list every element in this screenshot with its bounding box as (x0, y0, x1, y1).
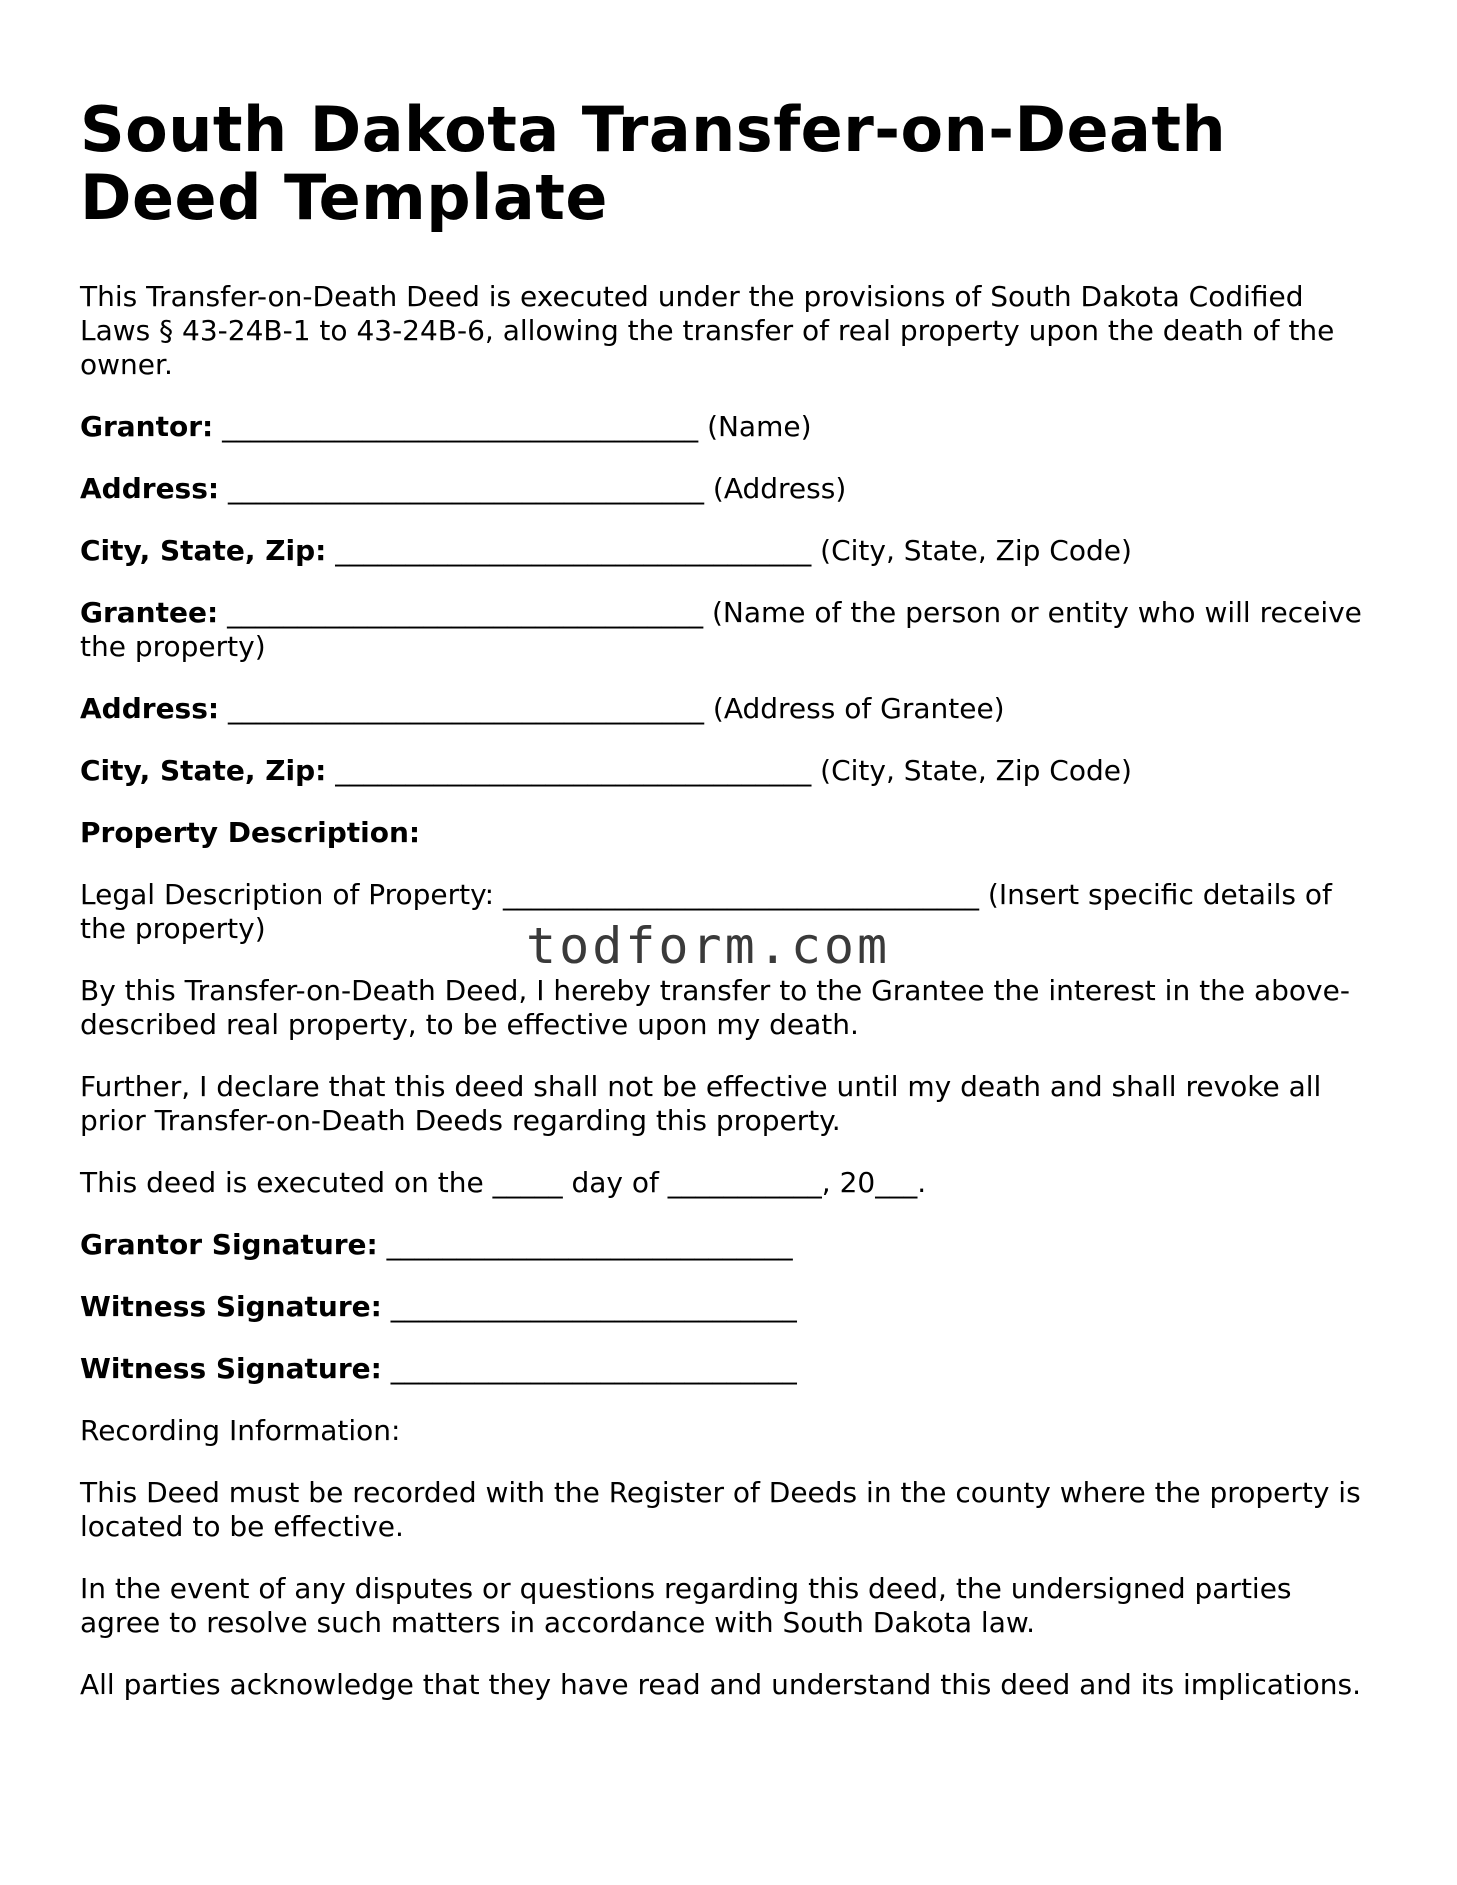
blank-line: __________________________________ (335, 754, 812, 787)
watermark: todform.com (526, 917, 891, 975)
blank-line: __________________________________ (228, 692, 704, 725)
blank-line: __________________________________ (335, 534, 812, 567)
intro-paragraph: This Transfer-on-Death Deed is executed under the provisions of South Dakota Codified Laws § 43-24B-1 to 43-24B-6, allowing the transfer of real property upon the death of the owner. (80, 280, 1335, 381)
blank-line: __________________________________ (227, 596, 704, 629)
grantee-name-field (80, 596, 1380, 664)
blank-line: __________________________________ (222, 410, 699, 443)
field-label: Address: (80, 472, 220, 505)
blank-line: _____________________________ (390, 1290, 797, 1323)
grantee-city-field (80, 754, 1380, 788)
witness-signature-line (80, 1290, 1380, 1324)
field-label: Legal Description of Property: (80, 878, 495, 911)
transfer-statement: By this Transfer-on-Death Deed, I hereby transfer to the Grantee the interest in the above-described real property, to be effective upon my death. (80, 974, 1350, 1041)
page-title: South Dakota Transfer-on-Death Deed Template (80, 93, 1227, 234)
declaration-paragraph: Further, I declare that this deed shall not be effective until my death and shall revoke all prior Transfer-on-Death Deeds regarding this property. (80, 1070, 1322, 1137)
recording-paragraph: This Deed must be recorded with the Register of Deeds in the county where the property is located to be effective. (80, 1476, 1361, 1543)
field-label: City, State, Zip: (80, 534, 327, 567)
field-hint: (Insert specific details of the property) (80, 878, 1332, 945)
acknowledgment-paragraph: All parties acknowledge that they have read and understand this deed and its implications. (80, 1668, 1361, 1701)
grantor-name-field (80, 410, 1380, 444)
field-label: Witness Signature: (80, 1290, 382, 1323)
grantor-signature-line (80, 1228, 1380, 1262)
field-hint: (Address) (712, 472, 847, 505)
field-label: Grantee: (80, 596, 219, 629)
field-label: Grantor Signature: (80, 1228, 378, 1261)
field-hint: (City, State, Zip Code) (820, 754, 1132, 787)
recording-heading: Recording Information: (80, 1414, 401, 1447)
field-hint: (Name) (707, 410, 812, 443)
field-label: Grantor: (80, 410, 214, 443)
grantor-city-field (80, 534, 1380, 568)
disputes-paragraph: In the event of any disputes or questions regarding this deed, the undersigned parties agree to resolve such matters in accordance with South Dakota law. (80, 1572, 1292, 1639)
field-hint: (Address of Grantee) (712, 692, 1005, 725)
document-page (80, 93, 1380, 1730)
blank-line: __________________________________ (503, 878, 979, 911)
blank-line: _____________________________ (386, 1228, 793, 1261)
field-hint: (City, State, Zip Code) (820, 534, 1132, 567)
property-description-heading: Property Description: (80, 816, 421, 849)
blank-line: __________________________________ (228, 472, 704, 505)
field-hint: (Name of the person or entity who will receive the property) (80, 596, 1362, 663)
field-label: Witness Signature: (80, 1352, 382, 1385)
blank-line: _____________________________ (390, 1352, 797, 1385)
field-label: Address: (80, 692, 220, 725)
witness-signature-line (80, 1352, 1380, 1386)
field-label: City, State, Zip: (80, 754, 327, 787)
grantee-address-field (80, 692, 1380, 726)
grantor-address-field (80, 472, 1380, 506)
execution-date-line: This deed is executed on the _____ day of ___________, 20___. (80, 1166, 927, 1199)
